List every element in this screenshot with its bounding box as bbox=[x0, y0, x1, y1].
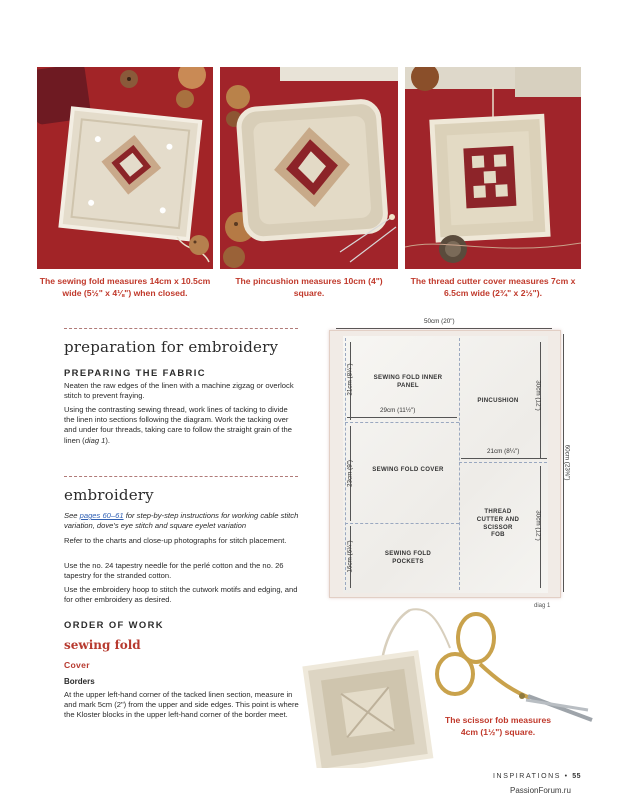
heading-sewing-fold: sewing fold bbox=[64, 638, 141, 652]
label-cover: SEWING FOLD COVER bbox=[372, 466, 444, 473]
dimension-middle-29: 29cm (11½") bbox=[380, 407, 416, 414]
caption-pincushion: The pincushion measures 10cm (4") square. bbox=[235, 276, 383, 298]
label-thread-cutter: THREAD CUTTER AND SCISSOR FOB bbox=[476, 508, 520, 539]
footer-section: INSPIRATIONS bbox=[493, 773, 562, 780]
photo-scissor-fob bbox=[300, 608, 600, 768]
heading-preparation: preparation for embroidery bbox=[64, 338, 279, 356]
dimension-line bbox=[347, 417, 457, 418]
subheading-order-of-work: ORDER OF WORK bbox=[64, 619, 164, 630]
dimension-pincushion-30: 30cm (12") bbox=[534, 380, 542, 411]
tacking-line bbox=[345, 523, 459, 524]
paragraph-tacking: Using the contrasting sewing thread, work lines of tacking to divide the linen into sections following the diagram. Work the tacking over and under four threads, taking care to follow the straight grain of the linen (diag 1). bbox=[64, 405, 292, 445]
dimension-line bbox=[461, 458, 547, 459]
paragraph-see-pages: See pages 60–61 for step-by-step instructions for working cable stitch variation, dove's eye stitch and square eyelet variation bbox=[64, 511, 299, 531]
label-pockets: SEWING FOLD POCKETS bbox=[384, 550, 432, 565]
dimension-right-21: 21cm (8¼") bbox=[487, 448, 520, 455]
paragraph-charts: Refer to the charts and close-up photographs for stitch placement. bbox=[64, 536, 287, 545]
diagram-reference: diag 1 bbox=[84, 435, 106, 445]
page-number: 55 bbox=[572, 773, 582, 780]
dimension-left-23: 23cm (9") bbox=[346, 459, 354, 488]
photo-thread-cutter bbox=[405, 67, 581, 269]
caption-thread-cutter: The thread cutter cover measures 7cm x 6.5cm wide (2¾" x 2½"). bbox=[410, 276, 576, 298]
dimension-right-height: 60cm (23⅝") bbox=[563, 444, 571, 481]
caption-scissor-fob: The scissor fob measures 4cm (1½") square. bbox=[444, 715, 552, 737]
tacking-line bbox=[345, 422, 459, 423]
heading-borders: Borders bbox=[64, 677, 95, 686]
divider bbox=[64, 328, 298, 329]
watermark: PassionForum.ru bbox=[510, 786, 571, 795]
paragraph-neaten: Neaten the raw edges of the linen with a machine zigzag or overlock stitch to prevent fraying. bbox=[64, 381, 294, 401]
dimension-left-21: 21cm (8¼") bbox=[346, 363, 354, 396]
heading-cover: Cover bbox=[64, 660, 90, 670]
paragraph-needles: Use the no. 24 tapestry needle for the perlé cotton and the no. 26 tapestry for the stranded cotton. bbox=[64, 561, 284, 581]
photo-sewing-fold bbox=[37, 67, 213, 269]
pages-link[interactable]: pages 60–61 bbox=[79, 511, 124, 520]
dimension-left-16: 16cm (6¼") bbox=[346, 540, 354, 573]
photo-pincushion bbox=[220, 67, 398, 269]
tacking-line bbox=[459, 338, 460, 590]
divider bbox=[64, 476, 298, 477]
heading-embroidery: embroidery bbox=[64, 486, 154, 504]
dimension-top-width: 50cm (20") bbox=[424, 318, 455, 325]
paragraph-hoop: Use the embroidery hoop to stitch the cutwork motifs and edging, and for other embroidery as desired. bbox=[64, 585, 298, 605]
diagram-label: diag 1 bbox=[534, 603, 551, 609]
dimension-line bbox=[336, 328, 552, 329]
label-inner-panel: SEWING FOLD INNER PANEL bbox=[373, 374, 443, 389]
caption-sewing-fold: The sewing fold measures 14cm x 10.5cm wide (5½" x 4⅛") when closed. bbox=[39, 276, 211, 298]
label-pincushion: PINCUSHION bbox=[477, 397, 519, 404]
tacking-line bbox=[459, 462, 547, 463]
paragraph-borders: At the upper left-hand corner of the tacked linen section, measure in and mark 5cm (2") from the upper and side edges. This point is where the Kloster blocks in the upper left-hand corner of the border meet. bbox=[64, 690, 299, 720]
page-footer bbox=[493, 773, 581, 780]
dimension-thread-30: 30cm (12") bbox=[534, 510, 542, 541]
subheading-preparing-fabric: PREPARING THE FABRIC bbox=[64, 367, 206, 378]
footer-bullet: • bbox=[564, 773, 569, 780]
